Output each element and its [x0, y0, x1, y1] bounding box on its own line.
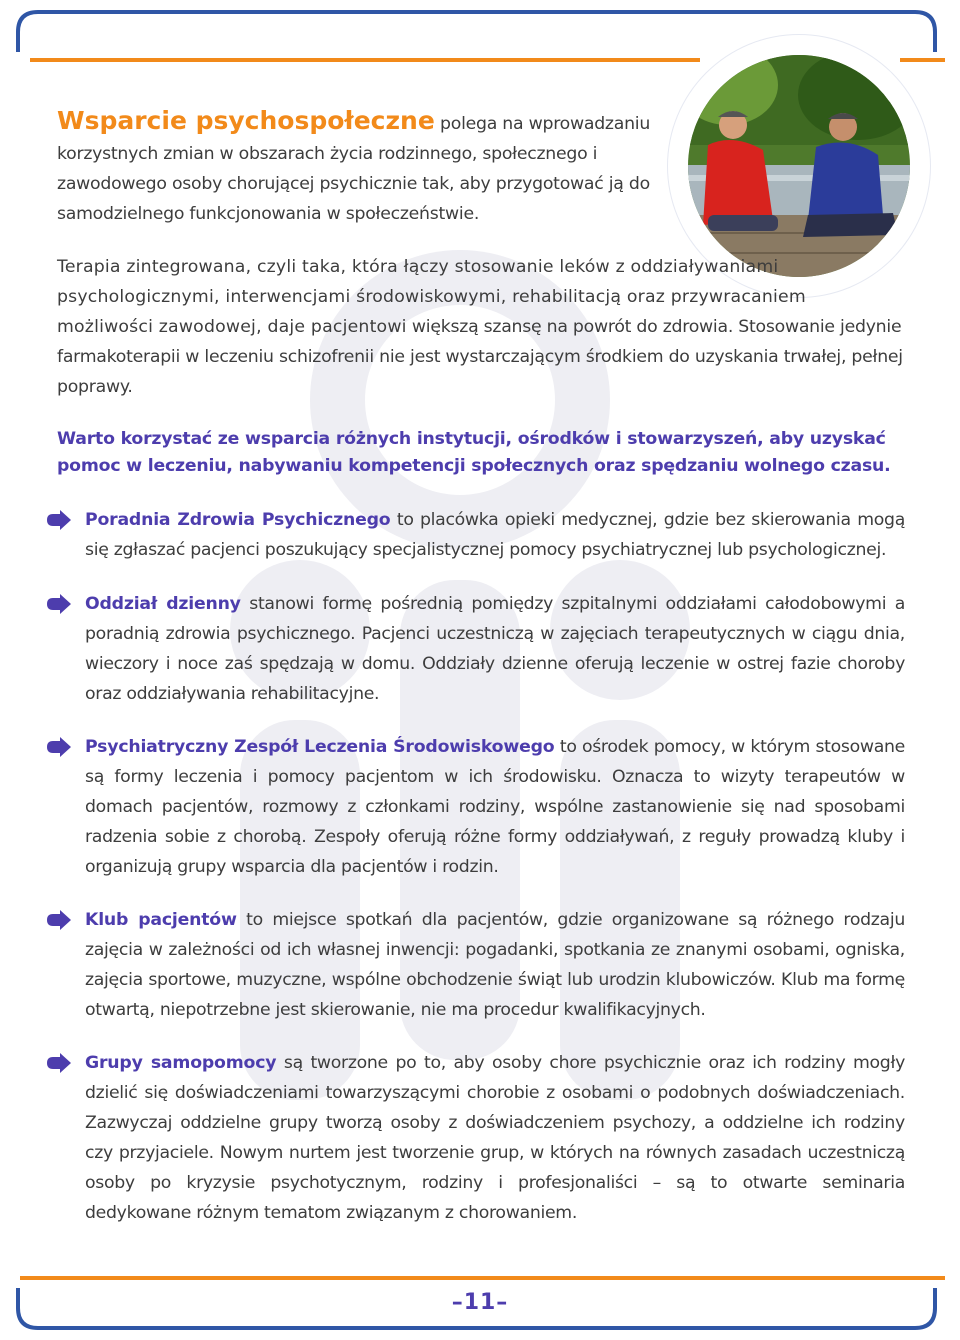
intro-text: polega na wprowadzaniu korzystnych zmian w obszarach życia rodzinnego, społecznego i zawodowego osoby chorującej psychicznie tak, aby przygotować ją do samodzielnego funkcjonowania w społeczeństwie.: [57, 114, 651, 224]
item-text: to miejsce spotkań dla pacjentów, gdzie organizowane są różnego rodzaju zajęcia w zależności od ich własnej inwencji: pogadanki, spotkania ze znanymi osobami, ogniska, zajęcia sportowe, muzyczne, wspólne obchodzenie świąt lub urodzin klubowiczów. Klub ma formę otwartą, niepotrzebne jest skierowanie, nie ma procedur kwalifikacyjnych.: [85, 910, 906, 1020]
item-text: to ośrodek pomocy, w którym stosowane są formy leczenia i pomocy pacjentom w ich środowisku. Oznacza to wizyty terapeutów w domach pacjentów, rozmowy z członkami rodziny, wspólne zastanowienie się nad sposobami radzenia sobie z chorobą. Zespoły oferują różne formy oddziaływań, z reguły prowadzą kluby i organizują grupy wsparcia dla pacjentów i rodzin.: [85, 737, 905, 877]
integrated-therapy-paragraph: [57, 252, 907, 402]
list-item: [44, 1048, 914, 1228]
item-text: to placówka opieki medycznej, gdzie bez skierowania mogą się zgłaszać pacjenci poszukujący specjalistycznej pomocy psychiatrycznej lub psychologicznej.: [85, 510, 905, 560]
intro-paragraph: [57, 106, 667, 229]
item-text: stanowi formę pośrednią pomiędzy szpitalnymi oddziałami całodobowymi a poradnią zdrowia psychicznego. Pacjenci uczestniczą w zajęciach terapeutycznych w ciągu dnia, wieczory i noce zaś spędzają w domu. Oddziały dzienne oferują leczenie w ostrej fazie choroby oraz oddziaływania rehabilitacyjne.: [85, 594, 905, 704]
list-item: [44, 732, 914, 882]
page-number: –11–: [451, 1290, 509, 1315]
support-callout: Warto korzystać ze wsparcia różnych instytucji, ośrodków i stowarzyszeń, aby uzyskać pomoc w leczeniu, nabywaniu kompetencji społecznych oraz spędzaniu wolnego czasu.: [57, 429, 891, 476]
arrow-right-icon: [44, 909, 72, 931]
integrated-therapy-text-1: Terapia zintegrowana, czyli taka, która łączy stosowanie leków z oddziaływaniami psychologicznymi, interwencjami środowiskowymi, rehabilitacją oraz przywracaniem możliwości zawodowej, daje pacjentowi: [57, 257, 806, 337]
list-item: [44, 589, 914, 709]
two-men-on-pier-photo: [688, 55, 910, 277]
item-text: są tworzone po to, aby osoby chore psychicznie oraz ich rodziny mogły dzielić się doświadczeniami towarzyszącymi chorobie z osobami o podobnych doświadczeniach. Zazwyczaj oddzielne grupy tworzą osoby z doświadczeniem psychozy, a oddzielne ich rodziny czy przyjaciele. Nowym nurtem jest tworzenie grup, w których na równych zasadach uczestniczą osoby po kryzysie psychotycznym, rodziny i profesjonaliści – są to otwarte seminaria dedykowane różnym tematom związanym z chorowaniem.: [85, 1053, 905, 1223]
list-item: [44, 505, 914, 565]
arrow-right-icon: [44, 593, 72, 615]
item-term: Poradnia Zdrowia Psychicznego: [85, 510, 391, 530]
item-term: Psychiatryczny Zespół Leczenia Środowiskowego: [85, 737, 555, 757]
item-term: Grupy samopomocy: [85, 1053, 277, 1073]
item-term: Klub pacjentów: [85, 910, 237, 930]
arrow-right-icon: [44, 509, 72, 531]
intro-highlight: Wsparcie psychospołeczne: [57, 106, 435, 135]
integrated-therapy-text-2: większą szansę na powrót do zdrowia. Stosowanie jedynie farmakoterapii w leczeniu schizofrenii nie jest wystarczającym środkiem do uzyskania trwałej, pełnej poprawy.: [57, 317, 903, 397]
arrow-right-icon: [44, 736, 72, 758]
arrow-right-icon: [44, 1052, 72, 1074]
list-item: [44, 905, 914, 1025]
item-term: Oddział dzienny: [85, 594, 241, 614]
